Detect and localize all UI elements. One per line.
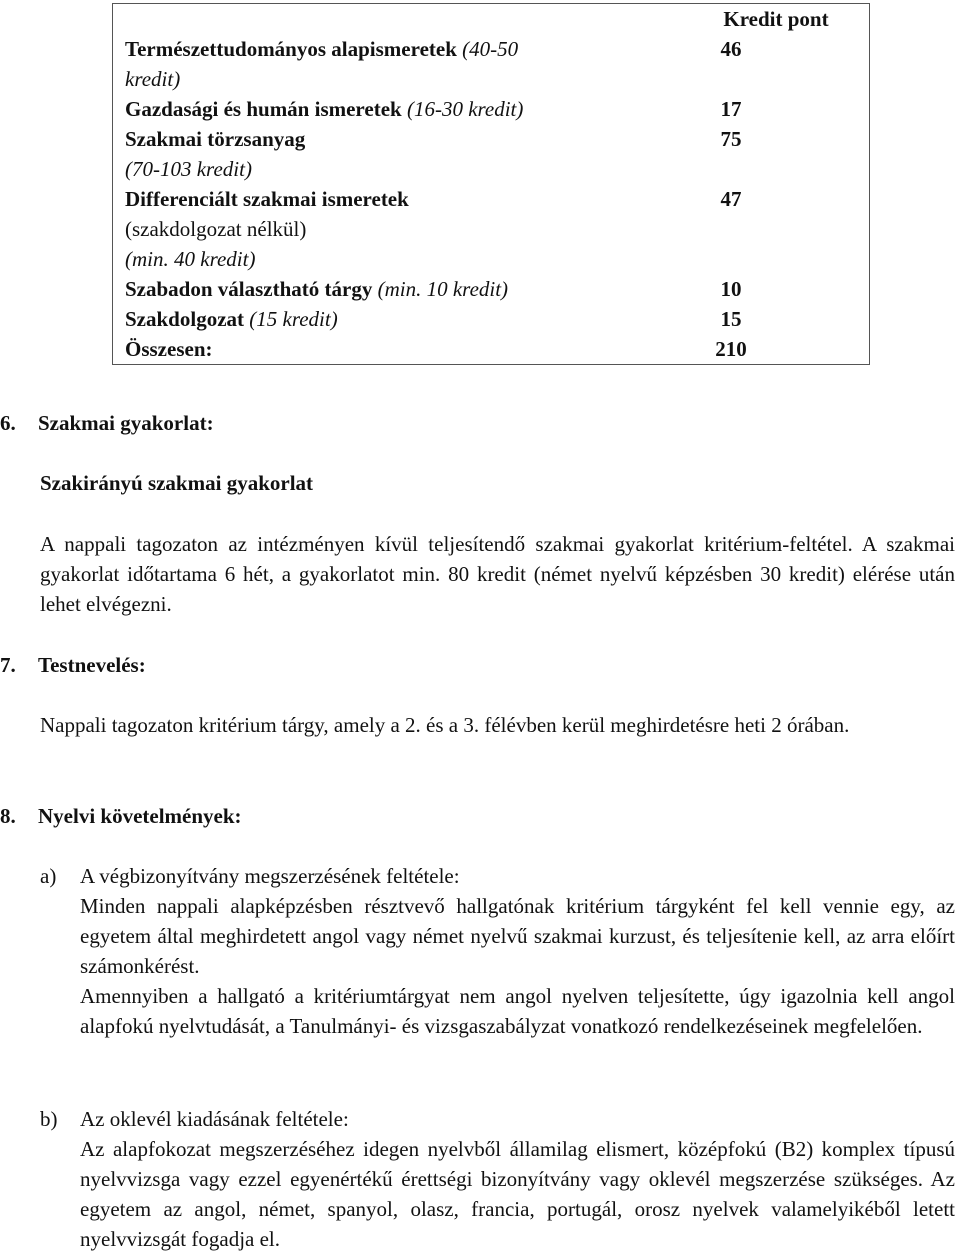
row-credit: 17	[720, 97, 742, 121]
list-item-label: a)	[40, 864, 57, 888]
row-title: Természettudományos alapismeretek	[125, 37, 457, 61]
row-credit: 75	[720, 127, 742, 151]
list-item-paragraph: Minden nappali alapképzésben résztvevő hallgatónak kritérium tárgyként fel kell vennie egy, az egyetem által meghirdetett angol vagy német nyelvű szakmai kurzust, és teljesítenie kell, az arra előírt számonkérést.	[80, 894, 955, 978]
row-title: Szakdolgozat	[125, 307, 245, 331]
row-note: (min. 10 kredit)	[377, 277, 509, 301]
table-header-credit: Kredit pont	[723, 7, 829, 31]
section-7-paragraph: Nappali tagozaton kritérium tárgy, amely a 2. és a 3. félévben kerül meghirdetésre heti 2 órában.	[40, 713, 850, 737]
row-title: Szabadon választható tárgy	[125, 277, 373, 301]
section-8-heading	[0, 801, 955, 831]
row-note: (40-50	[462, 37, 519, 61]
list-item-paragraph: Amennyiben a hallgató a kritériumtárgyat nem angol nyelven teljesítette, úgy igazolnia kell angol alapfokú nyelvtudását, a Tanulmányi- és vizsgaszabályzat vonatkozó rendelkezéseinek megfelelően.	[80, 984, 955, 1038]
row-credit: 46	[720, 37, 742, 61]
section-number: 7.	[0, 653, 16, 677]
section-number: 8.	[0, 804, 16, 828]
list-item-paragraph: Az alapfokozat megszerzéséhez idegen nyelvből államilag elismert, középfokú (B2) komplex típusú nyelvvizsga vagy ezzel egyenértékű érettségi bizonyítvány vagy oklevél megszerzése szükséges. Az egyetem az angol, német, spanyol, olasz, francia, portugál, orosz nyelvek valamelyikéből letett nyelvvizsgát fogadja el.	[80, 1137, 955, 1251]
section-6-heading	[0, 408, 955, 438]
list-item-title: A végbizonyítvány megszerzésének feltétele:	[80, 864, 460, 888]
table-row-total	[113, 334, 869, 364]
row-title: Szakmai törzsanyag	[125, 127, 306, 151]
section-number: 6.	[0, 411, 16, 435]
row-note: (15 kredit)	[249, 307, 338, 331]
list-item-b	[40, 1104, 955, 1254]
section-6-paragraph: A nappali tagozaton az intézményen kívül teljesítendő szakmai gyakorlat kritérium-feltétel. A szakmai gyakorlat időtartama 6 hét, a gyakorlatot min. 80 kredit (német nyelvű képzésben 30 kredit) elérése után lehet elvégezni.	[40, 532, 955, 616]
row-title: Differenciált szakmai ismeretek	[125, 187, 409, 211]
table-row	[113, 34, 869, 94]
section-7-heading	[0, 650, 955, 680]
row-note: (16-30 kredit)	[406, 97, 524, 121]
row-note: (70-103 kredit)	[125, 157, 252, 181]
table-row	[113, 304, 869, 334]
row-credit: 210	[715, 337, 747, 361]
table-row	[113, 94, 869, 124]
row-note: (szakdolgozat nélkül)	[125, 217, 307, 241]
row-title: Gazdasági és humán ismeretek	[125, 97, 402, 121]
section-title: Testnevelés:	[38, 653, 146, 677]
row-credit: 47	[720, 187, 742, 211]
table-row	[113, 124, 869, 184]
list-item-label: b)	[40, 1107, 58, 1131]
row-note: (min. 40 kredit)	[125, 247, 256, 271]
section-6-subtitle: Szakirányú szakmai gyakorlat	[40, 471, 314, 495]
row-credit: 15	[720, 307, 742, 331]
row-title: Összesen:	[125, 337, 213, 361]
row-note: kredit)	[125, 67, 181, 91]
section-title: Szakmai gyakorlat:	[38, 411, 214, 435]
row-credit: 10	[720, 277, 742, 301]
section-title: Nyelvi követelmények:	[38, 804, 242, 828]
list-item-title: Az oklevél kiadásának feltétele:	[80, 1107, 349, 1131]
table-row	[113, 184, 869, 274]
table-row	[113, 274, 869, 304]
list-item-a	[40, 861, 955, 1041]
table-header-row	[113, 4, 869, 34]
credit-table	[112, 3, 870, 365]
